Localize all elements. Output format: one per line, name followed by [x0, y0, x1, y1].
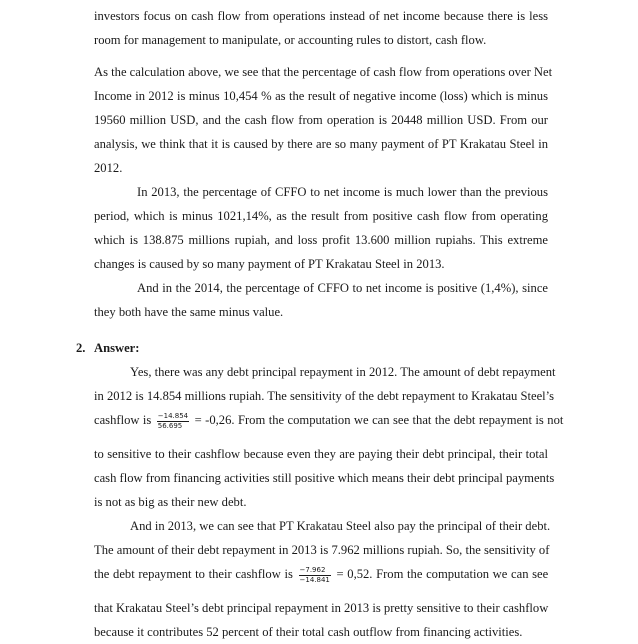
text-line: they both have the same minus value. [94, 305, 284, 319]
text-line: is not as big as their new debt. [94, 495, 247, 509]
text-line: Yes, there was any debt principal repayment in 2012. The amount of debt repayment [130, 365, 556, 379]
text-line: And in 2013, we can see that PT Krakatau Steel also pay the principal of their debt. [130, 519, 551, 533]
text-line: cash flow from financing activities still positive which means their debt principal payments [94, 471, 555, 485]
text-segment: = 0,52. From the computation we can see [336, 567, 549, 581]
text-line: analysis, we think that it is caused by there are so many payment of PT Krakatau Steel in [94, 137, 548, 151]
fraction [299, 566, 331, 585]
text-line: to sensitive to their cashflow because even they are paying their debt principal, their total [94, 447, 548, 461]
text-segment: the debt repayment to their cashflow is [94, 567, 293, 581]
text-line: room for management to manipulate, or accounting rules to distort, cash flow. [94, 33, 487, 47]
text-line: As the calculation above, we see that the percentage of cash flow from operations over Net [94, 65, 553, 79]
text-segment: = -0,26. From the computation we can see that the debt repayment is not [194, 413, 564, 427]
text-line: In 2013, the percentage of CFFO to net income is much lower than the previous [137, 185, 548, 199]
text-line: changes is caused by so many payment of PT Krakatau Steel in 2013. [94, 257, 445, 271]
text-line: that Krakatau Steel’s debt principal repayment in 2013 is pretty sensitive to their cashflow [94, 601, 549, 615]
text-line: The amount of their debt repayment in 2013 is 7.962 millions rupiah. So, the sensitivity of [94, 543, 550, 557]
list-number: 2. [76, 341, 86, 355]
text-line [94, 562, 548, 586]
answer-heading: Answer: [94, 341, 140, 355]
fraction [157, 412, 189, 431]
text-line: And in the 2014, the percentage of CFFO to net income is positive (1,4%), since [137, 281, 548, 295]
text-line: which is 138.875 millions rupiah, and loss profit 13.600 million rupiahs. This extreme [94, 233, 548, 247]
fraction-denominator: −14.841 [299, 575, 330, 584]
fraction-denominator: 56.695 [157, 421, 183, 430]
fraction-numerator: −14.854 [157, 411, 189, 420]
fraction-numerator: −7.962 [299, 566, 331, 576]
text-line: 2012. [94, 161, 123, 175]
text-line: because it contributes 52 percent of their total cash outflow from financing activities. [94, 625, 523, 639]
text-line [94, 408, 564, 432]
text-line: investors focus on cash flow from operations instead of net income because there is less [94, 9, 548, 23]
text-line: period, which is minus 1021,14%, as the result from positive cash flow from operating [94, 209, 548, 223]
text-segment: cashflow is [94, 413, 152, 427]
text-line: Income in 2012 is minus 10,454 % as the result of negative income (loss) which is minus [94, 89, 548, 103]
text-line: 19560 million USD, and the cash flow from operation is 20448 million USD. From our [94, 113, 548, 127]
text-line: in 2012 is 14.854 millions rupiah. The sensitivity of the debt repayment to Krakatau Steel’s [94, 389, 555, 403]
